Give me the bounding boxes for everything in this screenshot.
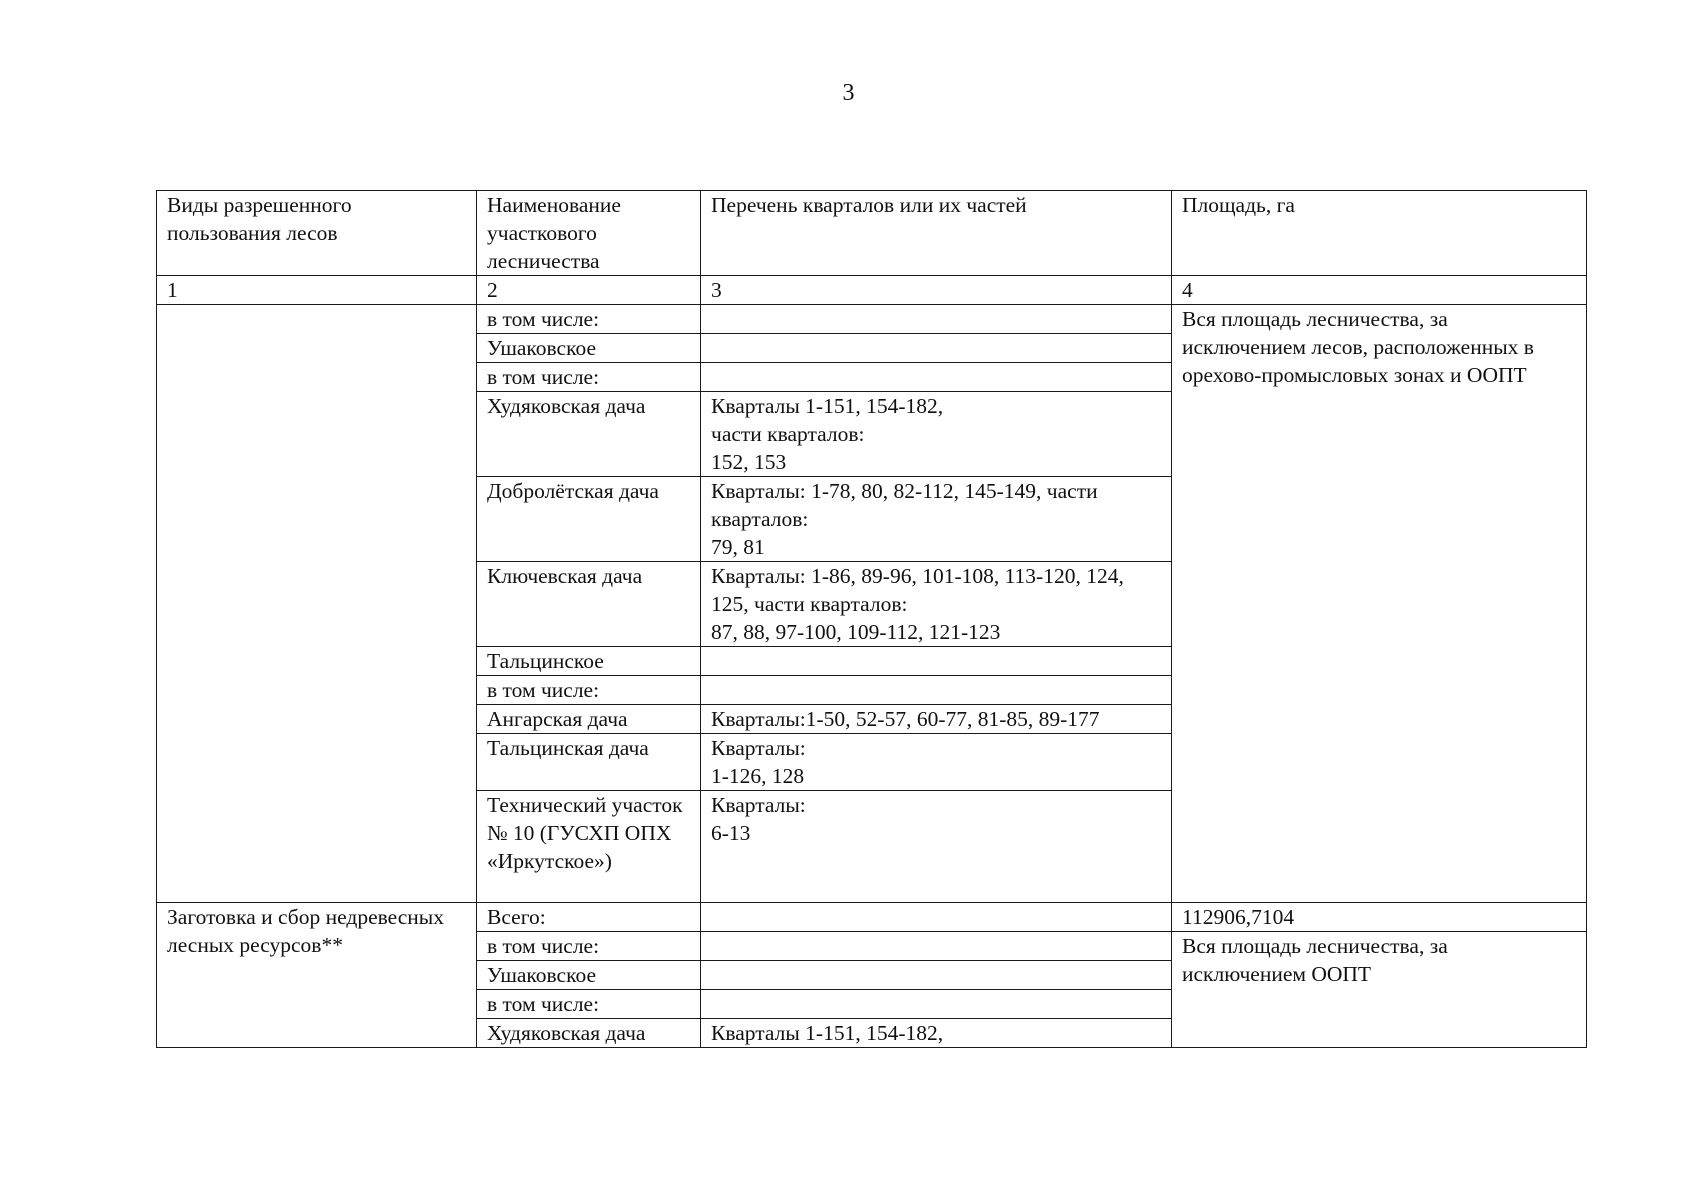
table-row [157, 305, 1587, 334]
forestry-name: в том числе: [477, 305, 701, 334]
forestry-name: Ангарская дача [477, 705, 701, 734]
forestry-name: Добролётская дача [477, 477, 701, 562]
use-type-cell: Заготовка и сбор недревесных лесных ресурсов** [157, 903, 477, 1048]
table-row [157, 903, 1587, 932]
quarters-line: Кварталы: 1-78, 80, 82-112, 145-149, части кварталов: [711, 479, 1098, 531]
forest-use-table [156, 190, 1587, 1048]
quarters-line: Кварталы 1-151, 154-182, [711, 1021, 944, 1045]
column-number: 1 [157, 276, 477, 305]
forestry-name: в том числе: [477, 990, 701, 1019]
quarters-line: Кварталы: [711, 736, 806, 760]
quarters-line: части кварталов: [711, 422, 865, 446]
column-number: 2 [477, 276, 701, 305]
forestry-name: Худяковская дача [477, 1019, 701, 1048]
area-note: Вся площадь лесничества, за исключением ООПТ [1172, 932, 1587, 1048]
quarters-cell [701, 990, 1172, 1019]
forestry-name: Тальцинское [477, 647, 701, 676]
quarters-cell [701, 676, 1172, 705]
quarters-cell [701, 932, 1172, 961]
quarters-cell [701, 903, 1172, 932]
quarters-line: 152, 153 [711, 450, 787, 474]
total-area: 112906,7104 [1172, 903, 1587, 932]
quarters-cell [701, 334, 1172, 363]
quarters-line: 87, 88, 97-100, 109-112, 121-123 [711, 620, 1001, 644]
header-forestry-name: Наименование участкового лесничества [477, 191, 701, 276]
column-number: 3 [701, 276, 1172, 305]
forestry-name: в том числе: [477, 363, 701, 392]
quarters-cell [701, 1019, 1172, 1048]
quarters-cell [701, 734, 1172, 791]
quarters-line: Кварталы 1-151, 154-182, [711, 394, 944, 418]
quarters-cell [701, 305, 1172, 334]
quarters-line: Кварталы:1-50, 52-57, 60-77, 81-85, 89-177 [711, 707, 1100, 731]
quarters-line: 1-126, 128 [711, 764, 805, 788]
use-type-cell [157, 305, 477, 903]
area-note: Вся площадь лесничества, за исключением лесов, расположенных в орехово-промысловых зонах и ООПТ [1172, 305, 1587, 903]
column-number: 4 [1172, 276, 1587, 305]
quarters-line: 79, 81 [711, 535, 765, 559]
forestry-name: в том числе: [477, 676, 701, 705]
quarters-cell [701, 363, 1172, 392]
quarters-cell [701, 392, 1172, 477]
quarters-cell [701, 705, 1172, 734]
forestry-name: Ключевская дача [477, 562, 701, 647]
page-number: 3 [842, 80, 855, 106]
forestry-name: Худяковская дача [477, 392, 701, 477]
header-use-type: Виды разрешенного пользования лесов [157, 191, 477, 276]
quarters-cell [701, 477, 1172, 562]
header-quarters-list: Перечень кварталов или их частей [701, 191, 1172, 276]
forestry-name: в том числе: [477, 932, 701, 961]
quarters-cell [701, 961, 1172, 990]
column-number-row [157, 276, 1587, 305]
quarters-cell [701, 791, 1172, 903]
forestry-name: Технический участок № 10 (ГУСХП ОПХ «Иркутское») [477, 791, 701, 903]
quarters-cell [701, 647, 1172, 676]
quarters-line: 6-13 [711, 821, 751, 845]
forestry-name: Ушаковское [477, 334, 701, 363]
forestry-name: Всего: [477, 903, 701, 932]
forestry-name: Ушаковское [477, 961, 701, 990]
quarters-line: Кварталы: 1-86, 89-96, 101-108, 113-120, 124, 125, части кварталов: [711, 564, 1124, 616]
quarters-cell [701, 562, 1172, 647]
quarters-line: Кварталы: [711, 793, 806, 817]
header-row [157, 191, 1587, 276]
forestry-name: Тальцинская дача [477, 734, 701, 791]
header-area: Площадь, га [1172, 191, 1587, 276]
